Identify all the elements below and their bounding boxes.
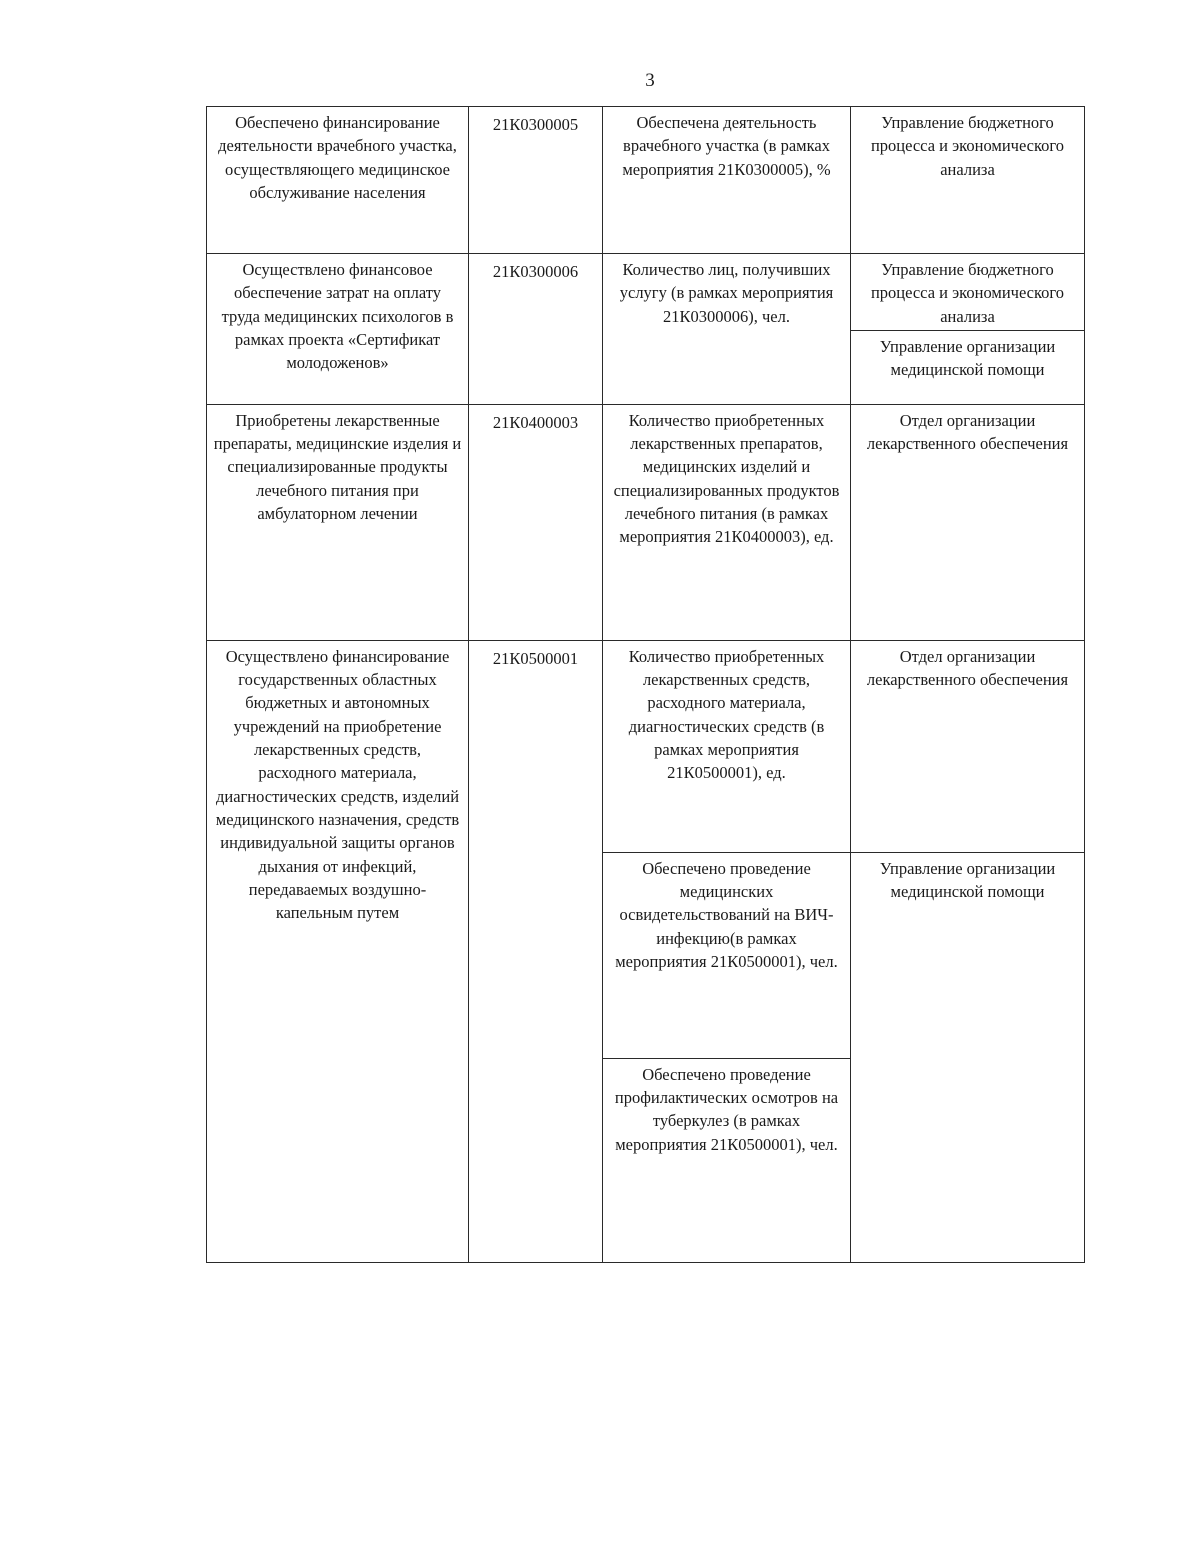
code-text: 21К0300005 — [492, 115, 579, 134]
responsible-text: Управление бюджетного процесса и экономического анализа — [870, 113, 1065, 179]
result-cell — [207, 254, 469, 405]
measures-table — [206, 106, 1085, 1263]
result-cell — [207, 640, 469, 1262]
indicator-text: Количество лиц, получивших услугу (в рамках мероприятия 21К0300006), чел. — [619, 260, 834, 326]
indicator-cell — [603, 852, 851, 1058]
page-number: 3 — [645, 70, 655, 91]
code-cell — [469, 404, 603, 640]
indicator-text: Обеспечена деятельность врачебного участка (в рамках мероприятия 21К0300005), % — [622, 113, 831, 179]
indicator-cell — [603, 107, 851, 254]
result-cell — [207, 404, 469, 640]
responsible-cell — [851, 404, 1085, 640]
result-text: Приобретены лекарственные препараты, медицинские изделия и специализированные продукты лечебного питания при амбулаторном лечении — [213, 410, 462, 524]
responsible-text: Отдел организации лекарственного обеспечения — [866, 410, 1069, 454]
table-row — [207, 254, 1085, 331]
indicator-text: Количество приобретенных лекарственных препаратов, медицинских изделий и специализированных продуктов лечебного питания (в рамках мероприятия 21К0400003), ед. — [613, 410, 840, 547]
code-text: 21К0500001 — [492, 648, 579, 668]
responsible-text: Отдел организации лекарственного обеспечения — [866, 646, 1069, 690]
code-cell — [469, 107, 603, 254]
indicator-cell — [603, 640, 851, 852]
responsible-text: Управление бюджетного процесса и экономического анализа — [870, 260, 1065, 326]
code-text: 21К0300006 — [492, 262, 579, 281]
responsible-text: Управление организации медицинской помощи — [879, 858, 1056, 902]
responsible-cell — [851, 107, 1085, 254]
responsible-cell — [851, 852, 1085, 1262]
indicator-cell — [603, 254, 851, 405]
result-cell — [207, 107, 469, 254]
code-text: 21К0400003 — [492, 412, 579, 432]
table-row — [207, 404, 1085, 640]
responsible-cell — [851, 640, 1085, 852]
table-row — [207, 640, 1085, 852]
code-cell — [469, 254, 603, 405]
result-text: Осуществлено финансирование государственных областных бюджетных и автономных учреждений на приобретение лекарственных средств, расходного материала, диагностических средств, изделий медицинского назначения, средств индивидуальной защиты органов дыхания от инфекций, передаваемых воздушно-капельным путем — [215, 646, 460, 923]
indicator-text: Обеспечено проведение профилактических осмотров на туберкулез (в рамках мероприятия 21К0500001), чел. — [614, 1064, 839, 1154]
responsible-cell — [851, 330, 1085, 404]
indicator-text: Количество приобретенных лекарственных средств, расходного материала, диагностических средств (в рамках мероприятия 21К0500001), ед. — [628, 646, 825, 783]
responsible-text: Управление организации медицинской помощи — [879, 336, 1056, 380]
responsible-cell — [851, 254, 1085, 331]
table-row — [207, 107, 1085, 254]
indicator-cell — [603, 1058, 851, 1262]
indicator-cell — [603, 404, 851, 640]
indicator-text: Обеспечено проведение медицинских освидетельствований на ВИЧ-инфекцию(в рамках мероприятия 21К0500001), чел. — [615, 858, 838, 972]
result-text: Осуществлено финансовое обеспечение затрат на оплату труда медицинских психологов в рамках проекта «Сертификат молодоженов» — [221, 260, 454, 373]
result-text: Обеспечено финансирование деятельности врачебного участка, осуществляющего медицинское обслуживание населения — [218, 113, 457, 202]
code-cell — [469, 640, 603, 1262]
